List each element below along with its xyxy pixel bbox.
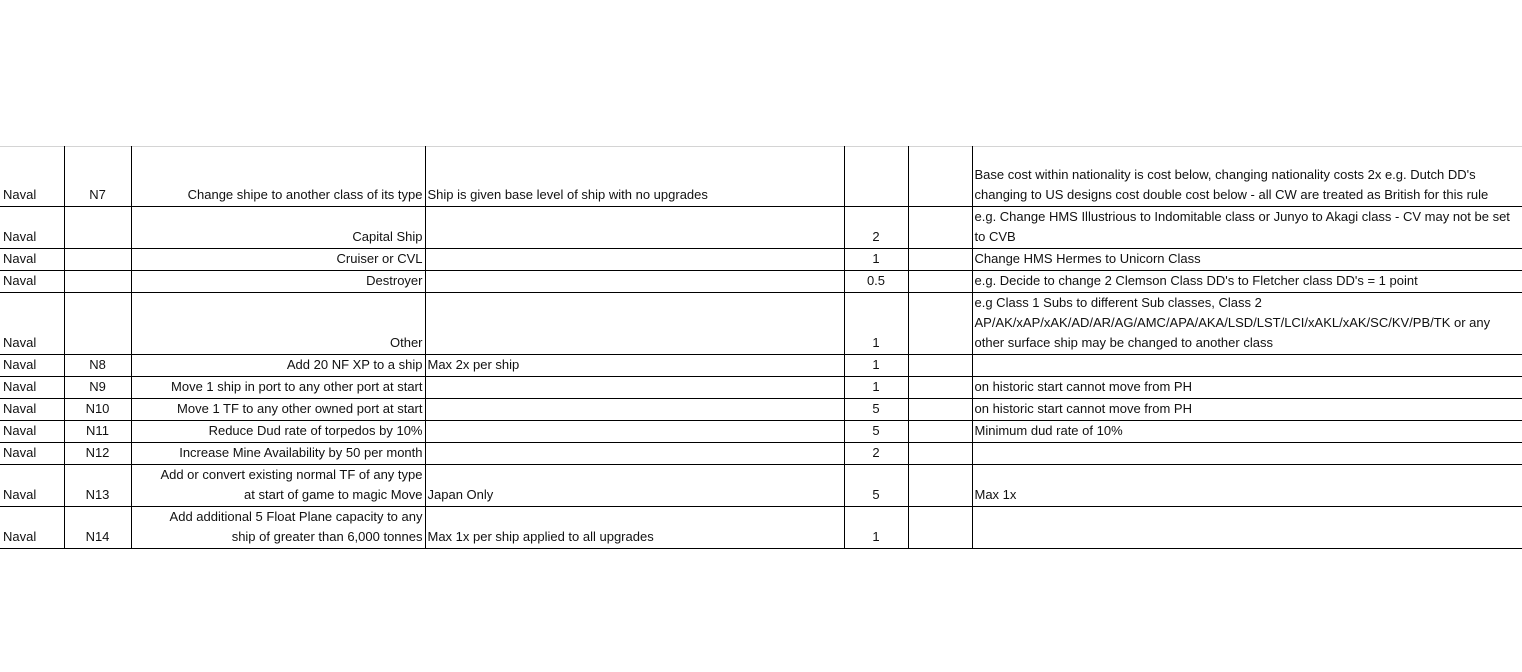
note-cell[interactable] — [425, 207, 844, 249]
description-cell[interactable]: Increase Mine Availability by 50 per month — [131, 443, 425, 465]
category-cell[interactable]: Naval — [0, 293, 64, 355]
table-row — [0, 293, 1522, 355]
category-cell[interactable]: Naval — [0, 377, 64, 399]
note-cell[interactable] — [425, 443, 844, 465]
cost-cell[interactable]: 1 — [844, 355, 908, 377]
comment-cell[interactable]: on historic start cannot move from PH — [972, 399, 1522, 421]
comment-cell[interactable]: Base cost within nationality is cost below, changing nationality costs 2x e.g. Dutch DD's changing to US designs cost double cost below - all CW are treated as British for this rule — [972, 147, 1522, 207]
comment-cell[interactable] — [972, 355, 1522, 377]
comment-cell[interactable] — [972, 507, 1522, 549]
empty-cell[interactable] — [908, 293, 972, 355]
table-row — [0, 507, 1522, 549]
category-cell[interactable]: Naval — [0, 207, 64, 249]
description-cell[interactable]: Add additional 5 Float Plane capacity to any ship of greater than 6,000 tonnes — [131, 507, 425, 549]
code-cell[interactable]: N9 — [64, 377, 131, 399]
cost-cell[interactable]: 1 — [844, 249, 908, 271]
comment-cell[interactable]: e.g. Decide to change 2 Clemson Class DD's to Fletcher class DD's = 1 point — [972, 271, 1522, 293]
comment-cell[interactable]: Max 1x — [972, 465, 1522, 507]
description-cell[interactable]: Reduce Dud rate of torpedos by 10% — [131, 421, 425, 443]
code-cell[interactable]: N10 — [64, 399, 131, 421]
code-cell[interactable]: N12 — [64, 443, 131, 465]
note-cell[interactable]: Max 2x per ship — [425, 355, 844, 377]
cost-cell[interactable]: 2 — [844, 207, 908, 249]
note-cell[interactable] — [425, 399, 844, 421]
category-cell[interactable]: Naval — [0, 249, 64, 271]
description-cell[interactable]: Capital Ship — [131, 207, 425, 249]
cost-cell[interactable]: 1 — [844, 507, 908, 549]
description-cell[interactable]: Move 1 TF to any other owned port at start — [131, 399, 425, 421]
table-row — [0, 355, 1522, 377]
cost-cell[interactable]: 5 — [844, 421, 908, 443]
code-cell[interactable]: N8 — [64, 355, 131, 377]
empty-cell[interactable] — [908, 421, 972, 443]
cost-cell[interactable]: 0.5 — [844, 271, 908, 293]
code-cell[interactable] — [64, 207, 131, 249]
empty-cell[interactable] — [908, 355, 972, 377]
empty-cell[interactable] — [908, 399, 972, 421]
empty-cell[interactable] — [908, 249, 972, 271]
description-cell[interactable]: Change shipe to another class of its type — [131, 147, 425, 207]
category-cell[interactable]: Naval — [0, 147, 64, 207]
spreadsheet-table — [0, 146, 1522, 549]
table-row — [0, 443, 1522, 465]
comment-cell[interactable]: Minimum dud rate of 10% — [972, 421, 1522, 443]
cost-cell[interactable]: 1 — [844, 293, 908, 355]
empty-cell[interactable] — [908, 271, 972, 293]
table-row — [0, 465, 1522, 507]
category-cell[interactable]: Naval — [0, 465, 64, 507]
comment-cell[interactable]: e.g. Change HMS Illustrious to Indomitable class or Junyo to Akagi class - CV may not be set to CVB — [972, 207, 1522, 249]
code-cell[interactable]: N14 — [64, 507, 131, 549]
description-cell[interactable]: Other — [131, 293, 425, 355]
note-cell[interactable] — [425, 293, 844, 355]
table-row — [0, 377, 1522, 399]
note-cell[interactable] — [425, 377, 844, 399]
cost-cell[interactable]: 5 — [844, 399, 908, 421]
note-cell[interactable]: Ship is given base level of ship with no upgrades — [425, 147, 844, 207]
category-cell[interactable]: Naval — [0, 399, 64, 421]
cost-cell[interactable]: 5 — [844, 465, 908, 507]
comment-cell[interactable] — [972, 443, 1522, 465]
table-row — [0, 399, 1522, 421]
category-cell[interactable]: Naval — [0, 443, 64, 465]
empty-cell[interactable] — [908, 465, 972, 507]
description-cell[interactable]: Destroyer — [131, 271, 425, 293]
category-cell[interactable]: Naval — [0, 271, 64, 293]
note-cell[interactable]: Max 1x per ship applied to all upgrades — [425, 507, 844, 549]
code-cell[interactable] — [64, 249, 131, 271]
category-cell[interactable]: Naval — [0, 355, 64, 377]
table-row — [0, 421, 1522, 443]
empty-cell[interactable] — [908, 377, 972, 399]
description-cell[interactable]: Add or convert existing normal TF of any type at start of game to magic Move — [131, 465, 425, 507]
table-row — [0, 249, 1522, 271]
note-cell[interactable] — [425, 421, 844, 443]
table-row — [0, 147, 1522, 207]
description-cell[interactable]: Move 1 ship in port to any other port at start — [131, 377, 425, 399]
cost-cell[interactable]: 1 — [844, 377, 908, 399]
table-row — [0, 207, 1522, 249]
code-cell[interactable] — [64, 271, 131, 293]
note-cell[interactable] — [425, 271, 844, 293]
code-cell[interactable]: N13 — [64, 465, 131, 507]
code-cell[interactable] — [64, 293, 131, 355]
cost-cell[interactable] — [844, 147, 908, 207]
description-cell[interactable]: Cruiser or CVL — [131, 249, 425, 271]
empty-cell[interactable] — [908, 507, 972, 549]
code-cell[interactable]: N7 — [64, 147, 131, 207]
comment-cell[interactable]: on historic start cannot move from PH — [972, 377, 1522, 399]
description-cell[interactable]: Add 20 NF XP to a ship — [131, 355, 425, 377]
note-cell[interactable] — [425, 249, 844, 271]
empty-cell[interactable] — [908, 147, 972, 207]
category-cell[interactable]: Naval — [0, 507, 64, 549]
comment-cell[interactable]: Change HMS Hermes to Unicorn Class — [972, 249, 1522, 271]
comment-cell[interactable]: e.g Class 1 Subs to different Sub classes, Class 2 AP/AK/xAP/xAK/AD/AR/AG/AMC/APA/AKA/LSD/LST/LCI/xAKL/xAK/SC/KV/PB/TK or any other surface ship may be changed to another class — [972, 293, 1522, 355]
note-cell[interactable]: Japan Only — [425, 465, 844, 507]
code-cell[interactable]: N11 — [64, 421, 131, 443]
category-cell[interactable]: Naval — [0, 421, 64, 443]
cost-cell[interactable]: 2 — [844, 443, 908, 465]
table-row — [0, 271, 1522, 293]
empty-cell[interactable] — [908, 443, 972, 465]
empty-cell[interactable] — [908, 207, 972, 249]
